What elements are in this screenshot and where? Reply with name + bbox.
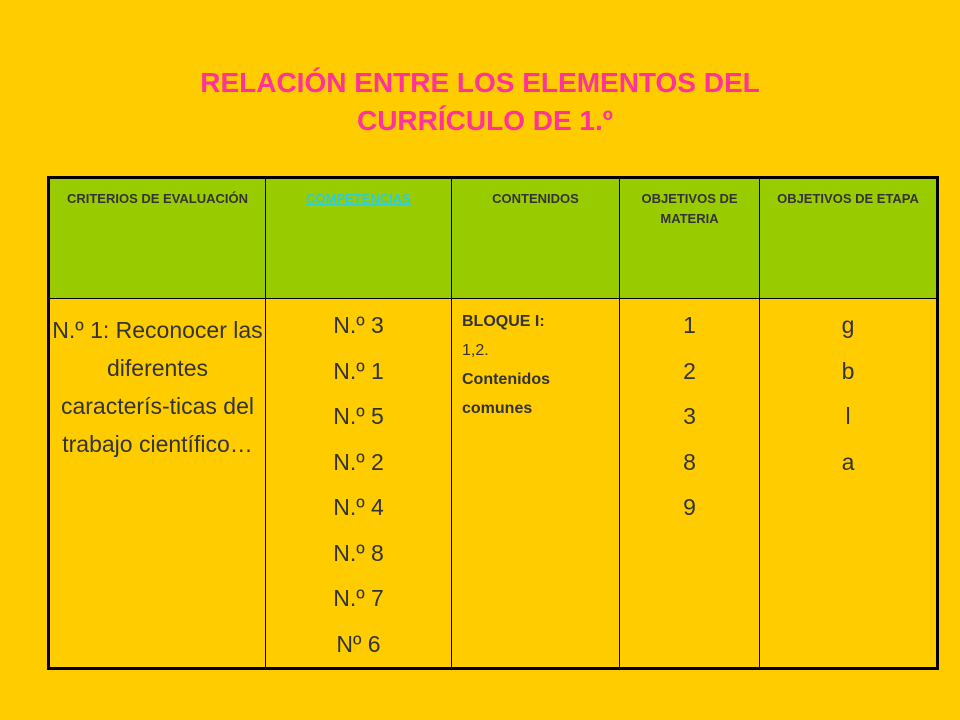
slide-title-line-1: RELACIÓN ENTRE LOS ELEMENTOS DEL [200, 67, 760, 98]
objetivos-materia-cell [620, 299, 760, 669]
curriculum-table [47, 176, 939, 670]
header-objetivos-de-materia: OBJETIVOS DE MATERIA [620, 178, 760, 299]
competencia-item: Nº 6 [336, 630, 381, 657]
header-objetivos-de-etapa: OBJETIVOS DE ETAPA [760, 178, 938, 299]
contenidos-cell [452, 299, 620, 669]
competencia-item: N.º 2 [333, 448, 384, 475]
objetivo-materia-item: 1 [683, 312, 696, 338]
table-header-row [49, 178, 938, 299]
objetivo-materia-item: 2 [683, 357, 696, 384]
header-contenidos: CONTENIDOS [452, 178, 620, 299]
header-criterios-de-evaluacion: CRITERIOS DE EVALUACIÓN [49, 178, 266, 299]
competencia-item: N.º 4 [333, 494, 384, 520]
table-row [49, 299, 938, 669]
objetivo-etapa-item: g [841, 312, 855, 338]
slide-title-line-2: CURRÍCULO DE 1.º [356, 105, 614, 136]
slide-title [0, 64, 960, 140]
contenidos-line-4: comunes [462, 400, 533, 417]
competencias-link[interactable]: COMPETENCIAS [306, 191, 411, 206]
contenidos-line-3: Contenidos [462, 371, 550, 388]
objetivo-materia-item: 8 [683, 448, 696, 475]
header-competencias [266, 178, 452, 299]
competencia-item: N.º 8 [333, 539, 384, 566]
competencia-item: N.º 3 [333, 312, 384, 338]
objetivos-etapa-cell [760, 299, 938, 669]
objetivo-etapa-item: l [845, 403, 851, 429]
objetivo-materia-item: 3 [683, 403, 696, 429]
objetivo-materia-item: 9 [683, 494, 696, 520]
objetivo-etapa-item: a [841, 448, 855, 475]
competencia-item: N.º 5 [333, 403, 384, 429]
contenidos-items: 1,2. [462, 342, 489, 359]
contenidos-bloque: BLOQUE I: [462, 313, 545, 330]
criterios-cell [49, 299, 266, 669]
competencia-item: N.º 1 [333, 357, 384, 384]
competencia-item: N.º 7 [333, 585, 384, 611]
criterio-text: N.º 1: Reconocer las diferentes caracterís-ticas del trabajo científico… [52, 317, 263, 457]
competencias-cell [266, 299, 452, 669]
objetivo-etapa-item: b [841, 357, 855, 384]
